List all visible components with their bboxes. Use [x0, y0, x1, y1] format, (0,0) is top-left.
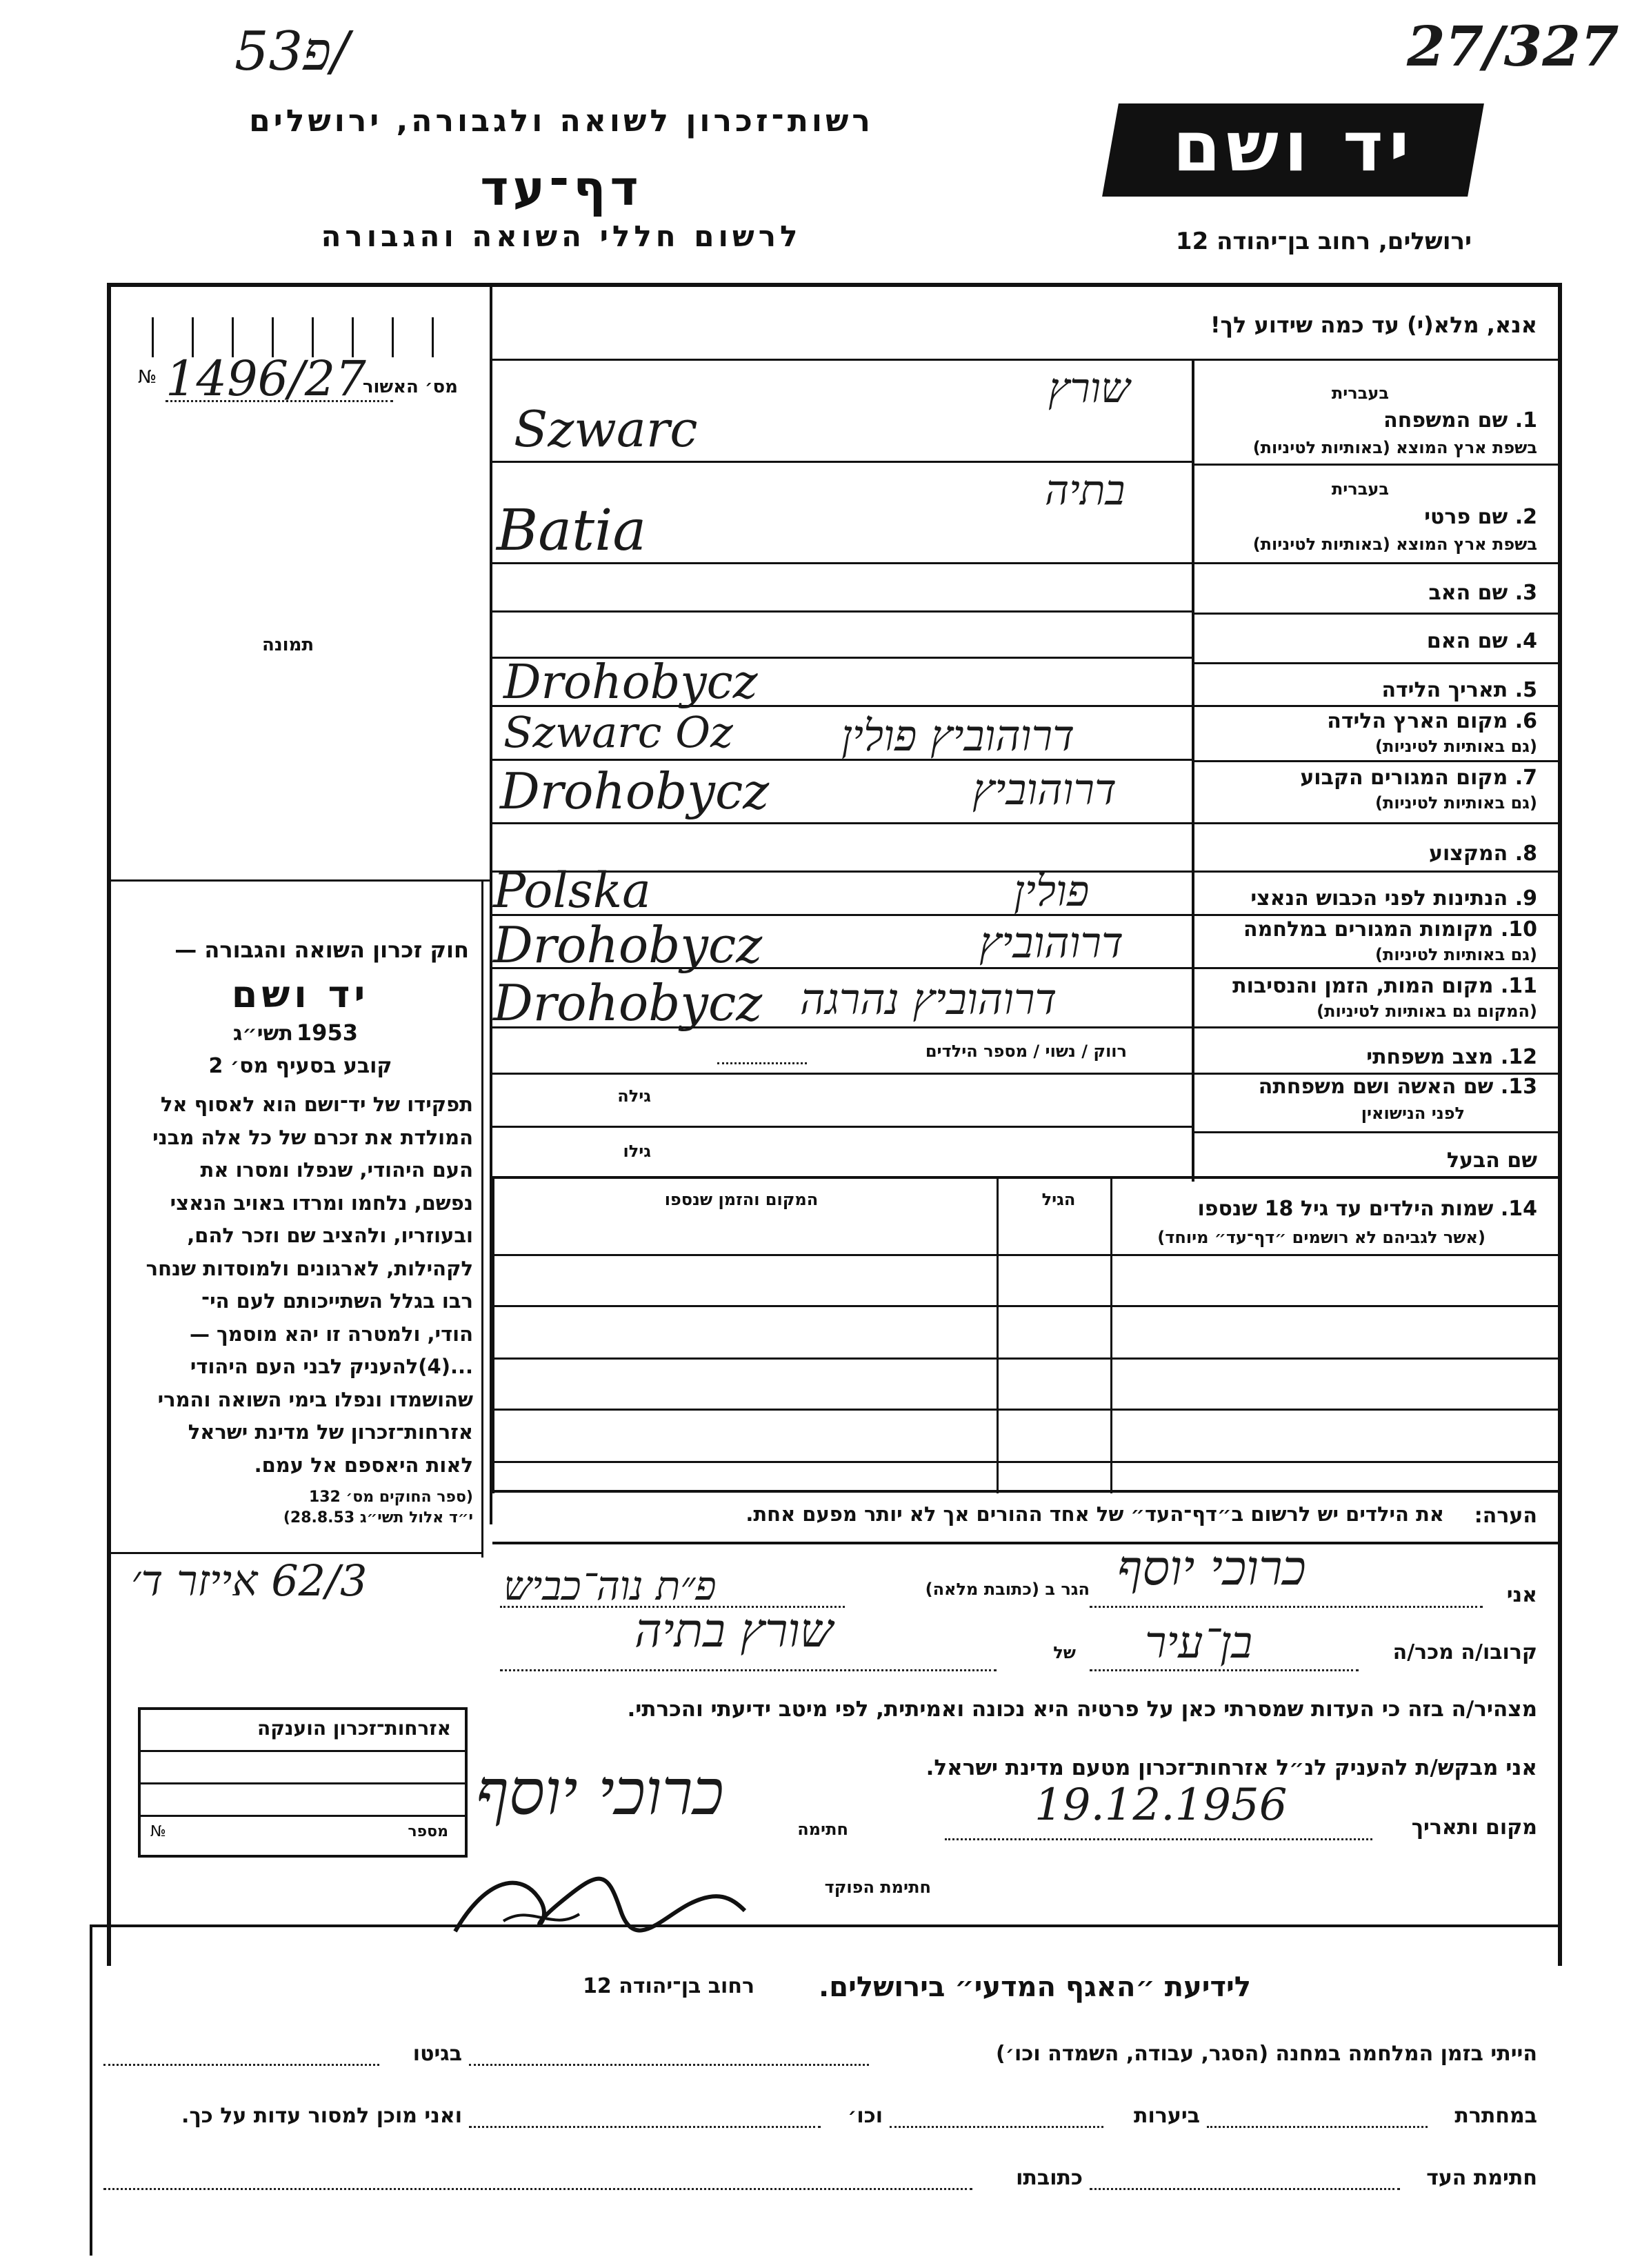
birthplace-hebrew: דרוהוביץ פולין — [841, 710, 1075, 761]
law-body — [146, 1088, 473, 1482]
declarant-i-label: אני — [1506, 1583, 1537, 1607]
remark-text: את הילדים יש לרשום ב״דף־העד״ של אחד ההורים אך לא יותר מפעם אחת. — [746, 1502, 1444, 1526]
firstname-latin: Batia — [497, 498, 647, 564]
residence-hebrew: דרוהוביץ — [972, 764, 1117, 815]
instruction-text: אנא, מלא(י) עד כמה שידוע לך! — [1210, 312, 1537, 338]
field-11-sub: (המקום גם באותיות לטיניות) — [1317, 1002, 1537, 1021]
declarant-name: כרוכי יוסף — [1117, 1540, 1306, 1596]
declarant-resides-label: הגר ב (כתובת מלאה) — [925, 1580, 1090, 1599]
field-7-sub: (גם באותיות לטיניות) — [1375, 793, 1537, 813]
residence-latin: Drohobycz — [500, 762, 770, 820]
law-line: לאות היאספם אל עמם. — [254, 1453, 473, 1477]
husband-label: שם הבעל — [1446, 1148, 1537, 1173]
citizenship-number-label: מספר — [408, 1823, 448, 1840]
declarant-address: פ״ת נוה־כביש — [503, 1562, 717, 1609]
field-8-label: 8. המקצוע — [1429, 842, 1537, 866]
field-3-label: 3. שם האב — [1428, 581, 1537, 605]
date-value: 19.12.1956 — [1034, 1780, 1288, 1831]
request-text: אני מבקש/ת להעניק לנ״ל אזרחות־זכרון מטעם מדינת ישראל. — [925, 1755, 1537, 1780]
law-source-2: י״ד אלול תשי״ג 28.8.53) — [283, 1509, 473, 1526]
birthplace-latin: Szwarc Oz — [503, 707, 733, 757]
law-box — [111, 904, 490, 1552]
citizenship-box — [138, 1707, 468, 1858]
declaration-text: מצהיר/ה בזה כי העדות שמסרתי כאן על פרטיה היא נכונה ואמיתית, לפי מיטב ידיעתי והכרתי. — [627, 1697, 1537, 1722]
wartime-residence-hebrew: דרוהוביץ — [979, 917, 1123, 968]
law-line: המולדת את זכרם של כל אלה מבני — [152, 1125, 473, 1149]
registration-label: מס׳ האשור — [362, 377, 458, 397]
field-2-lang: בעברית — [1331, 479, 1389, 499]
birthdate-value: Drohobycz — [503, 655, 758, 710]
law-line: העם היהודי, שנפלו ומסרו את — [200, 1158, 473, 1182]
form-title: דף־עד — [480, 160, 643, 217]
death-place-latin: Drohobycz — [493, 974, 763, 1032]
law-line: רבו בגלל השתייכותם לעם הי־ — [201, 1289, 473, 1313]
registration-number: 1496/27 — [166, 350, 366, 407]
logo-text: יד ושם — [1172, 106, 1415, 187]
footer-address: רחוב בן־יהודה 12 — [583, 1974, 754, 1998]
declarant-side-note: 62/3 אייזר ד׳ — [131, 1555, 368, 1606]
registration-prefix: № — [138, 367, 157, 388]
footer-ghetto-label: בגיטו — [412, 2042, 462, 2066]
law-line: ובעוזריו, ולהציב שם וזכר להם, — [187, 1224, 473, 1247]
officer-signature-label: חתימת הפוקד — [824, 1878, 931, 1897]
officer-signature-scribble — [441, 1856, 759, 1945]
footer-underground-label: במחתרת — [1454, 2104, 1537, 2128]
law-name: יד ושם — [231, 973, 370, 1016]
field-7-label: 7. מקום המגורים הקבוע — [1300, 766, 1537, 790]
nationality-latin: Polska — [493, 862, 651, 919]
address-header: ירושלים, רחוב בן־יהודה 12 — [1175, 228, 1472, 255]
children-col-age: הגיל — [1041, 1190, 1076, 1209]
field-1-label: 1. שם המשפחה — [1383, 408, 1537, 432]
footer-address-label: כתובתו — [1016, 2166, 1083, 2190]
firstname-hebrew: בתיה — [1045, 466, 1125, 515]
law-line: ...(4)להעניק לבני העם היהודי — [190, 1355, 473, 1378]
of-label: של — [1053, 1643, 1076, 1662]
law-title: חוק זכרון השואה והגבורה — — [174, 937, 469, 963]
field-13-sub: לפני הנישואין — [1361, 1104, 1465, 1123]
footer-forests-label: ביערות — [1134, 2104, 1200, 2128]
husband-age-label: גילו — [623, 1142, 651, 1161]
wartime-residence-latin: Drohobycz — [493, 916, 763, 974]
signature-value: כרוכי יוסף — [476, 1755, 724, 1829]
field-11-label: 11. מקום המות, הזמן והנסיבות — [1232, 974, 1537, 998]
relation-label: קרובו/ה מכר/ה — [1392, 1640, 1537, 1664]
footer-willing-text: ואני מוכן למסור עדות על כך. — [181, 2104, 462, 2128]
footer-witness-signature-label: חתימת העד — [1426, 2166, 1537, 2190]
file-number-handwritten: פ53/ — [234, 21, 350, 83]
archive-number-handwritten: 27/327 — [1407, 14, 1619, 79]
form-subtitle: לרשום חללי השואה והגבורה — [321, 219, 802, 253]
field-13-label: 13. שם האשה ושם משפחתה — [1258, 1075, 1537, 1099]
field-6-label: 6. מקום הארץ הלידה — [1327, 709, 1537, 733]
surname-hebrew: שורץ — [1048, 364, 1130, 412]
wife-age-label: גילה — [617, 1086, 651, 1106]
field-12-label: 12. מצב משפחתי — [1366, 1045, 1537, 1069]
field-4-label: 4. שם האם — [1426, 629, 1537, 653]
footer-camp-text: הייתי בזמן המלחמה במחנה (הסגר, עבודה, השמדה וכו׳) — [996, 2042, 1537, 2066]
surname-latin: Szwarc — [514, 400, 698, 458]
law-clause: קובע בסעיף מס׳ 2 — [208, 1054, 392, 1078]
law-line: נפשם, נלחמו ומרדו באויב הנאצי — [170, 1191, 473, 1215]
photo-label: תמונה — [262, 635, 314, 655]
citizenship-title: אזרחות־זכרון הוענקה — [257, 1717, 451, 1740]
place-date-label: מקום ותאריך — [1411, 1816, 1537, 1840]
law-year: 1953 — [296, 1019, 358, 1046]
relation-value: בן־עיר — [1145, 1618, 1253, 1669]
field-6-sub: (גם באותיות לטיניות) — [1375, 737, 1537, 756]
signature-label: חתימה — [797, 1820, 848, 1839]
nationality-hebrew: פולין — [1014, 866, 1090, 916]
law-line: תפקידו של יד־ושם הוא לאסוף אל — [160, 1093, 473, 1116]
of-name: שורץ בתיה — [634, 1604, 833, 1658]
field-5-label: 5. תאריך הלידה — [1381, 678, 1537, 702]
field-10-sub: (גם באותיות לטיניות) — [1375, 945, 1537, 964]
field-2-label: 2. שם פרטי — [1424, 505, 1537, 529]
death-place-hebrew: דרוהוביץ נהרגה — [800, 974, 1057, 1024]
field-9-label: 9. הנתינות לפני הכבוש הנאצי — [1250, 886, 1537, 911]
law-line: הודי, ולמטרה זו יהא מוסמך — — [189, 1322, 473, 1346]
field-12-options: רווק / נשוי / מספר הילדים — [925, 1042, 1127, 1061]
law-line: לקהילות, לארגונים ולמוסדות שנחר — [146, 1256, 473, 1280]
children-col-place: המקום והזמן שנספו — [664, 1190, 819, 1209]
remark-label: הערה: — [1474, 1504, 1537, 1528]
children-label: 14. שמות הילדים עד גיל 18 שנספו — [1197, 1197, 1537, 1221]
field-1-lang: בעברית — [1331, 384, 1389, 403]
footer-etc-label: וכו׳ — [848, 2104, 883, 2128]
children-note: (אשר לגביהם לא רושמים ״דף־עד״ מיוחד) — [1157, 1228, 1485, 1247]
field-2-sub: בשפת ארץ המוצא (באותיות לטיניות) — [1252, 535, 1537, 554]
field-1-sub: בשפת ארץ המוצא (באותיות לטיניות) — [1252, 438, 1537, 457]
law-source-1: (ספר החוקים מס׳ 132 — [308, 1489, 473, 1506]
law-line: שהושמדו ונפלו בימי השואה והמרי — [157, 1387, 473, 1411]
footer-title: לידיעת ״האגף המדעי״ בירושלים. — [819, 1971, 1251, 2003]
citizenship-number-prefix: № — [150, 1823, 166, 1840]
law-line: אזרחות־זכרון של מדינת ישראל — [188, 1420, 473, 1444]
law-year-hebrew: תשי״ג — [233, 1022, 293, 1046]
field-10-label: 10. מקומות המגורים במלחמה — [1243, 917, 1537, 942]
logo-block — [1102, 103, 1484, 197]
organization-name: רשות־זכרון לשואה ולגבורה, ירושלים — [249, 103, 874, 139]
